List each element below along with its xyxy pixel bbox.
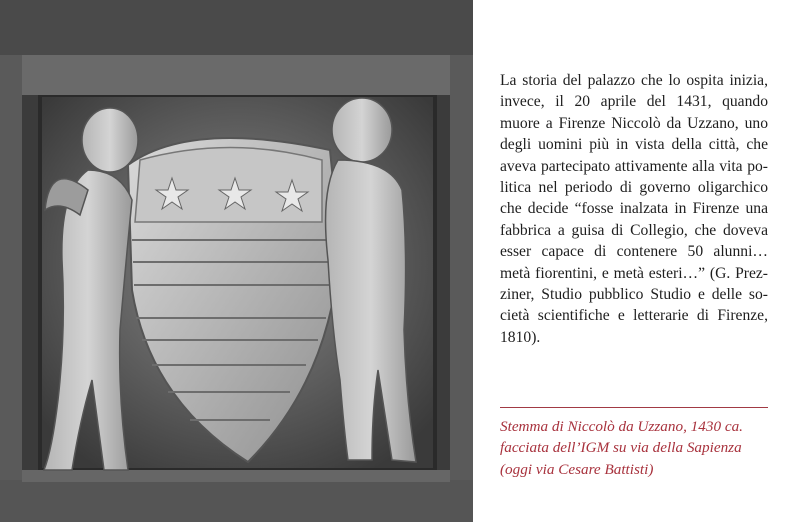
caption-line-1: Stemma di Niccolò da Uzzano, 1430 ca. bbox=[500, 418, 743, 435]
caption-line-2: facciata dell’IGM su via della Sapienza bbox=[500, 439, 742, 457]
caption-divider bbox=[500, 407, 768, 408]
article-column bbox=[500, 70, 768, 348]
figure-caption bbox=[500, 416, 768, 480]
article-body: La storia del palazzo che lo ospita inizia, invece, il 20 aprile del 1431, quando muore a Firenze Niccolò da Uzzano, uno degli uomini più in vista della città, che aveva partecipato attivamente alla vita politica nel periodo di governo oligarchico che decide “fosse inalzata in Firenze una fabbrica a guisa di Collegio, che doveva esser capace di contenere 50 alunni… metà fiorentini, e metà esteri…” (G. Prezziner, Studio pubblico Studio e delle società scientifiche e letterarie di Firenze, 1810). bbox=[500, 72, 768, 346]
caption-line-3: (oggi via Cesare Battisti) bbox=[500, 460, 654, 478]
